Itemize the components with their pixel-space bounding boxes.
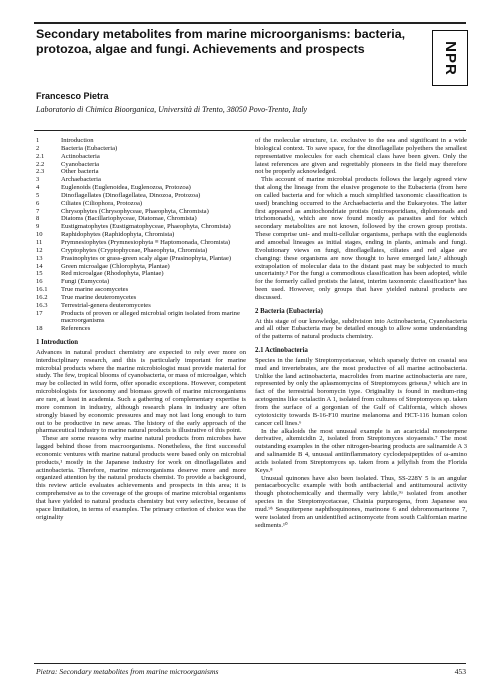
intro-continued-paragraph: of the molecular structure, i.e. exclusive to the sea and significant in a wide biological context. To save space, for the dinoflagellate polyethers the smallest representative molecules for each chemical class have been given. Only the latest references are given and regrettably pioneers in the field may therefore not be properly acknowledged. xyxy=(255,137,467,176)
npr-logo xyxy=(432,30,468,86)
toc-entry-text: Terrestrial-genera deuteromycetes xyxy=(61,301,151,309)
toc-entry xyxy=(36,145,246,153)
toc-entry xyxy=(36,223,246,231)
toc-entry xyxy=(36,192,246,200)
toc-entry-number: 2 xyxy=(36,144,40,152)
section-heading-actinobacteria: 2.1 Actinobacteria xyxy=(255,347,308,355)
running-footer-title: Pietra: Secondary metabolites from marine microorganisms xyxy=(36,667,219,676)
toc-entry xyxy=(36,278,246,286)
header-rule xyxy=(34,130,466,131)
toc-entry xyxy=(36,263,246,271)
toc-entry-number: 18 xyxy=(36,325,43,333)
toc-entry-number: 7 xyxy=(36,207,40,215)
toc-entry-number: 6 xyxy=(36,199,40,207)
toc-entry-number: 8 xyxy=(36,215,40,223)
author-name: Francesco Pietra xyxy=(36,91,109,101)
page-number: 453 xyxy=(454,667,466,676)
toc-entry-number: 16.3 xyxy=(36,301,48,309)
toc-entry-text: Fungi (Eumycota) xyxy=(61,278,110,286)
toc-entry-number: 16 xyxy=(36,278,43,286)
toc-entry xyxy=(36,137,246,145)
toc-entry-text: Ciliates (Ciliophora, Protozoa) xyxy=(61,199,143,207)
toc-entry-number: 2.3 xyxy=(36,168,45,176)
toc-entry-text: Dinoflagellates (Dinoflagellatea, Dinozoa, Protozoa) xyxy=(61,191,201,199)
toc-entry xyxy=(36,255,246,263)
top-rule xyxy=(34,22,466,24)
toc-entry-text: Other bacteria xyxy=(61,168,99,176)
left-column xyxy=(36,137,246,522)
toc-entry-number: 14 xyxy=(36,262,43,270)
toc-entry-text: Red microalgae (Rhodophyta, Plantae) xyxy=(61,270,164,278)
toc-entry xyxy=(36,247,246,255)
intro-paragraph-1: Advances in natural product chemistry are expected to rely ever more on interdisciplinary research, and this is particularly important for marine microbial products where the marine microbiologist must provide material for study. The few, tropical blooms of cyanobacteria, or mass of microalgae, which may be collected in wild form, offer sporadic exceptions. However, competent microbiologists for taxonomy and biomass growth of marine microorganisms are rare, at least in academia. Such a gathering of complementary expertise is more common in industry, although research plans in industry are often strongly biased by economic pressures and may not last long enough to turn out to be productive in new areas. The history of the early approach of the pharmaceutical industry to marine natural products is illustrative of this point. xyxy=(36,348,246,435)
toc-entry-text: Green microalgae (Chlorophyta, Plantae) xyxy=(61,262,170,270)
toc-entry-number: 2.2 xyxy=(36,160,45,168)
toc-entry xyxy=(36,239,246,247)
article-title: Secondary metabolites from marine microorganisms: bacteria, protozoa, algae and fungi. Achievements and prospects xyxy=(36,27,406,56)
npr-logo-text: NPR xyxy=(441,40,459,76)
toc-entry-text: Actinobacteria xyxy=(61,152,100,160)
toc-entry-number: 16.1 xyxy=(36,286,48,294)
toc-entry-number: 13 xyxy=(36,254,43,262)
toc-entry-text: Cryptophytes (Cryptophyceae, Phaeophyta, Chromista) xyxy=(61,246,208,254)
toc-entry-number: 16.2 xyxy=(36,293,48,301)
toc-entry xyxy=(36,270,246,278)
toc-entry xyxy=(36,286,246,294)
toc-entry-number: 10 xyxy=(36,231,43,239)
toc-entry-text: Diatoms (Bacillariophyceae, Diatomae, Chromista) xyxy=(61,215,197,223)
toc-entry xyxy=(36,325,246,333)
toc-entry-text: Cyanobacteria xyxy=(61,160,100,168)
toc-entry xyxy=(36,215,246,223)
toc-entry-text: Prasinophytes or grass-green scaly algae (Prasinophyta, Plantae) xyxy=(61,254,232,262)
toc-entry-text: Products of proven or alleged microbial origin isolated from marine macroorganisms xyxy=(61,309,240,325)
toc-entry xyxy=(36,161,246,169)
author-affiliation: Laboratorio di Chimica Bioorganica, Università di Trento, 38050 Povo-Trento, Italy xyxy=(36,105,308,114)
toc-entry-number: 9 xyxy=(36,223,40,231)
taxonomy-paragraph: This account of marine microbial products follows the largely agreed view that along the lineage from the elusive progenote to the Eubacteria (from here on called bacteria and for which a much simplified taxonomic classification is used) branching occurred to the Archaebacteria and the Eukaryotes. The latter first appeared as amitochondriate protists (microsporidians, diplomonads and trichomonads), which are now found mostly as parasites and for which secondary metabolites are not known, followed by the crown group protists. These comprise uni- and multi-cellular organisms, perhaps with the euglenoids and amoebal lineages as initial stages, ending in plants, animals and fungi. Evolutionary views on fungi, dinoflagellates, ciliates and red algae are changing: these organisms are now thought to have emerged late,² although extrapolation of molecular data to the distant past may be subjected to much uncertainty.³ For the fungi a commodious classification has been adopted, while for the formerly called protists the latest, interim taxonomic classification⁴ has been used. However, only groups that have yielded natural products are discussed. xyxy=(255,176,467,301)
toc-entry xyxy=(36,302,246,310)
toc-entry-number: 15 xyxy=(36,270,43,278)
toc-entry xyxy=(36,168,246,176)
toc-entry-text: Prymnesiophytes (Prymnesiophyta ≡ Haptomonada, Chromista) xyxy=(61,238,231,246)
toc-entry xyxy=(36,200,246,208)
toc-entry-text: Bacteria (Eubacteria) xyxy=(61,144,118,152)
footer-rule xyxy=(34,663,466,664)
toc-entry-text: Eustigmatophytes (Eustigmatophyceae, Phaeophyta, Chromista) xyxy=(61,223,231,231)
toc-entry-number: 1 xyxy=(36,137,40,144)
right-column xyxy=(255,137,467,530)
toc-entry-text: Raphidophytes (Raphidophyta, Chromista) xyxy=(61,231,175,239)
toc-entry-number: 17 xyxy=(36,309,43,317)
toc-entry xyxy=(36,310,246,326)
toc-entry-text: Chrysophytes (Chrysophyceae, Phaeophyta, Chromista) xyxy=(61,207,209,215)
actinobacteria-paragraph-1: Species in the family Streptomycetaceae, which sparsely thrive on coastal sea mud and invertebrates, are the most productive of all marine actinobacteria. Unlike the land actinobacteria, macrolides from marine actinobacteria are rare, represented by only the aplasmomycins of Streptomyces griseus,⁵ which are in fact of the terrestrial boromycin type. Originality is found in medium-ring acetogenins like octalactin A 1, isolated from cultures of Streptomyces sp. taken from the surface of a gorgonian of the Gulf of California, which shows cytotoxicity towards B-16-F10 murine melanoma and HCT-116 human colon cancer cell lines.⁶ xyxy=(255,356,467,427)
toc-entry-text: Archaebacteria xyxy=(61,176,101,184)
toc-entry-number: 11 xyxy=(36,238,43,246)
actinobacteria-paragraph-2: In the alkaloids the most unusual example is an acaricidal monoterpene derivative, altemicidin 2, isolated from Streptomyces sioyaensis.⁷ The most outstanding examples in the other nitrogen-bearing products are salinamide A 3 and salinamide B 4, unusual antiinflammatory cyclodepsipeptides of ω-amino acids isolated from Streptomyces sp. taken from a jellyfish from the Florida Keys.⁸ xyxy=(255,427,467,474)
toc-entry-number: 2.1 xyxy=(36,152,45,160)
toc-entry xyxy=(36,153,246,161)
toc-entry xyxy=(36,294,246,302)
toc-entry-text: True marine deuteromycetes xyxy=(61,293,137,301)
toc-entry-number: 4 xyxy=(36,184,40,192)
toc-entry-text: True marine ascomycetes xyxy=(61,286,129,294)
toc-entry-number: 3 xyxy=(36,176,40,184)
table-of-contents xyxy=(36,137,246,333)
section-heading-bacteria: 2 Bacteria (Eubacteria) xyxy=(255,307,323,315)
section-heading-introduction: 1 Introduction xyxy=(36,339,78,347)
toc-entry xyxy=(36,231,246,239)
actinobacteria-paragraph-3: Unusual quinones have also been isolated. Thus, SS-228Y 5 is an angular pentacarbocyclic example with both antibacterial and antitumoural activity though photochemically and thermally very labile,⁹ᵃ isolated from another species in the Streptomycetaceae, Chainia purpurogena, from Japanese sea mud.⁹ᵇ Sesquiterpene naphthoquinones, marinone 6 and debromomarinone 7, were isolated from an unidentified actinomycete from south Californian marine sediments.¹⁰ xyxy=(255,474,467,529)
bacteria-paragraph: At this stage of our knowledge, subdivision into Actinobacteria, Cyanobacteria and all other Eubacteria may be detailed enough to allow some understanding of the patterns of natural products chemistry. xyxy=(255,317,467,341)
toc-entry-text: Introduction xyxy=(61,137,94,144)
toc-entry xyxy=(36,176,246,184)
toc-entry xyxy=(36,184,246,192)
toc-entry-number: 5 xyxy=(36,191,40,199)
toc-entry-number: 12 xyxy=(36,246,43,254)
toc-entry-text: References xyxy=(61,325,91,333)
intro-paragraph-2: These are some reasons why marine natural products from microbes have lagged behind those from macroorganisms. Nonetheless, the first successful economic ventures with marine natural products were based only on microbial products,¹ mostly in the Japanese industry for work on dinoflagellates and actinobacteria. Therefore, marine microorganisms deserve more and more organized attention by the natural products chemist. To provide a background, this review article evaluates achievements and prospects in this area; it is comprehensive as to the coverage of the groups of marine microbial organisms that have yielded to natural products chemistry but very selective, because of space limitation, in terms of examples. The primary criterion of choice was the originality xyxy=(36,435,246,521)
toc-entry xyxy=(36,208,246,216)
toc-entry-text: Euglenoids (Euglenoidea, Euglenozoa, Protozoa) xyxy=(61,184,191,192)
